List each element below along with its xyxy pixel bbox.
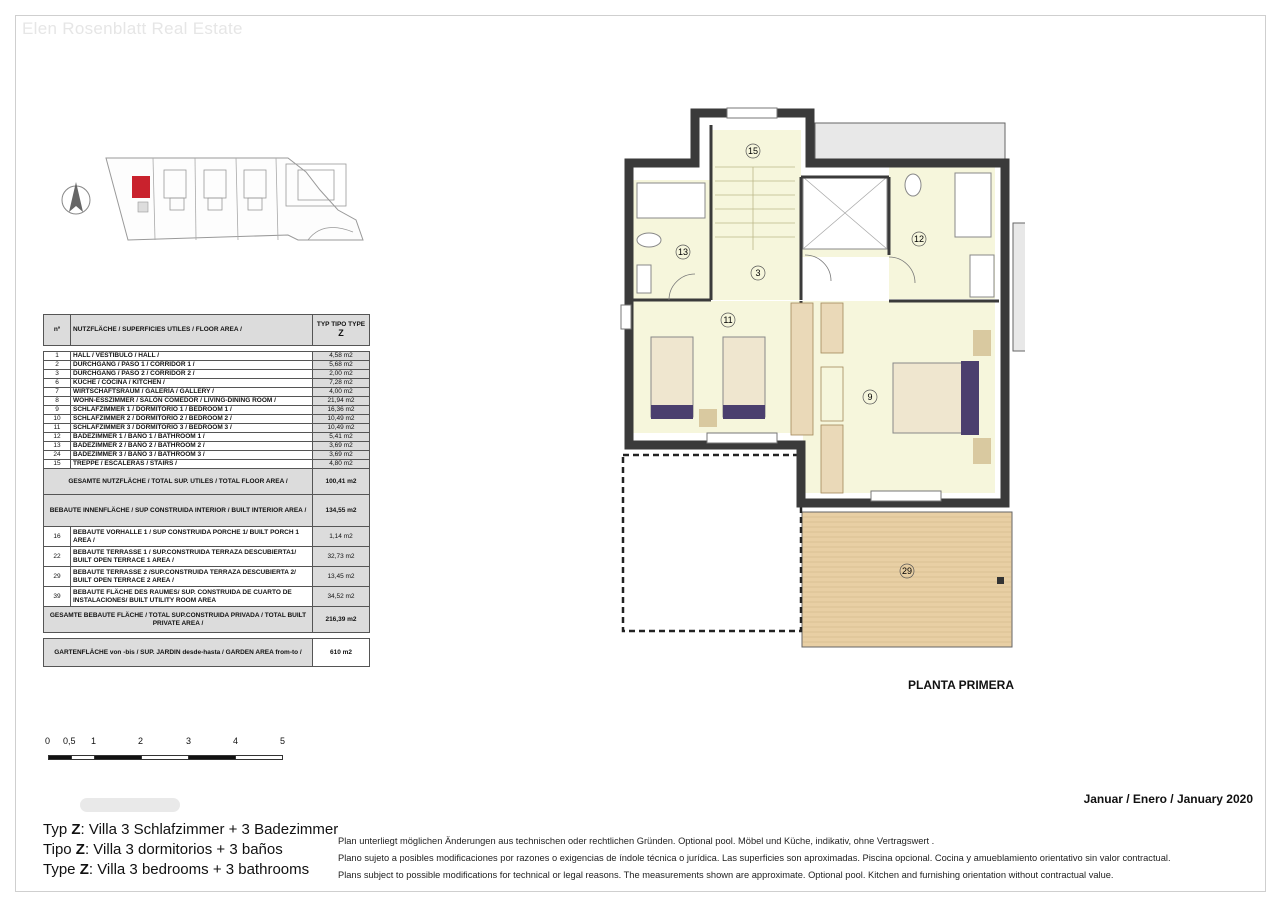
row-number: 1: [44, 352, 71, 361]
scale-segment: [71, 755, 95, 760]
table-row: [44, 388, 370, 397]
table-header: [44, 315, 370, 346]
watermark: Elen Rosenblatt Real Estate: [22, 19, 243, 38]
room-label-9: 9: [867, 392, 873, 402]
row-label: HALL / VESTIBULO / HALL /: [71, 352, 313, 361]
room-label-15: 15: [747, 146, 759, 156]
site-location-plan: [58, 150, 378, 250]
row-number: 29: [44, 567, 71, 587]
row-label: BEBAUTE VORHALLE 1 / SUP CONSTRUIDA PORCHE 1/ BUILT PORCH 1 AREA /: [71, 527, 313, 547]
type-line-en: Type Z: Villa 3 bedrooms + 3 bathrooms: [43, 861, 310, 878]
row-value: 32,73 m2: [313, 547, 370, 567]
header-type: [313, 315, 370, 346]
row-value: 16,36 m2: [313, 406, 370, 415]
scale-bar: [45, 736, 290, 772]
floor-plan: [615, 105, 1025, 650]
row-value: 34,52 m2: [313, 587, 370, 607]
row-value: 5,68 m2: [313, 361, 370, 370]
table-row: [44, 433, 370, 442]
type-line-es: Tipo Z: Villa 3 dormitorios + 3 baños: [43, 841, 283, 858]
scale-segment: [94, 755, 142, 760]
table-row: [44, 379, 370, 388]
pergola-outline: [623, 455, 801, 631]
table-row: [44, 587, 370, 607]
scale-segment: [235, 755, 283, 760]
garden-row: [44, 639, 370, 667]
row-label: SCHLAFZIMMER 2 / DORMITORIO 2 / BEDROOM 2 /: [71, 415, 313, 424]
table-row: [44, 547, 370, 567]
row-value: 3,69 m2: [313, 451, 370, 460]
type-description: [43, 820, 338, 880]
row-number: 7: [44, 388, 71, 397]
row-value: 4,58 m2: [313, 352, 370, 361]
header-number: nº: [44, 315, 71, 346]
total-floor-value: 100,41 m2: [313, 469, 370, 495]
row-label: KÜCHE / COCINA / KITCHEN /: [71, 379, 313, 388]
row-label: SCHLAFZIMMER 1 / DORMITORIO 1 / BEDROOM 1 /: [71, 406, 313, 415]
scale-tick-05: 0,5: [63, 736, 76, 746]
note-de: Plan unterliegt möglichen Änderungen aus technischen oder rechtlichen Gründen. Optional pool. Möbel und Küche, indikativ, ohne Vertragswert .: [338, 836, 935, 846]
row-label: BADEZIMMER 2 / BAÑO 2 / BATHROOM 2 /: [71, 442, 313, 451]
table-row: [44, 460, 370, 469]
header-type-letter: Z: [338, 328, 344, 338]
built-interior-row: [44, 495, 370, 527]
table-row: [44, 397, 370, 406]
total-built-row: [44, 607, 370, 633]
row-label: BADEZIMMER 3 / BAÑO 3 / BATHROOM 3 /: [71, 451, 313, 460]
total-floor-label: GESAMTE NUTZFLÄCHE / TOTAL SUP. UTILES / TOTAL FLOOR AREA /: [44, 469, 313, 495]
row-number: 6: [44, 379, 71, 388]
type-line-de: Typ Z: Villa 3 Schlafzimmer + 3 Badezimmer: [43, 821, 339, 838]
row-label: DURCHGANG / PASO 2 / CORRIDOR 2 /: [71, 370, 313, 379]
plan-date: Januar / Enero / January 2020: [1083, 792, 1253, 806]
note-es: Plano sujeto a posibles modificaciones por razones o exigencias de índole técnica o jurídica. Las superficies son aproximadas. Piscina opcional. Cocina y amueblamiento orientativo sin valor contractual.: [338, 853, 1171, 863]
row-value: 4,00 m2: [313, 388, 370, 397]
header-type-label: TYP TIPO TYPE: [316, 321, 366, 328]
garden-label: GARTENFLÄCHE von -bis / SUP. JARDIN desde-hasta / GARDEN AREA from-to /: [44, 639, 313, 667]
row-label: WOHN-ESSZIMMER / SALÓN COMEDOR / LIVING-DINING ROOM /: [71, 397, 313, 406]
table-row: [44, 361, 370, 370]
table-row: [44, 415, 370, 424]
row-number: 10: [44, 415, 71, 424]
row-label: SCHLAFZIMMER 3 / DORMITORIO 3 / BEDROOM 3 /: [71, 424, 313, 433]
row-value: 2,00 m2: [313, 370, 370, 379]
row-number: 8: [44, 397, 71, 406]
header-label: NUTZFLÄCHE / SUPERFICIES UTILES / FLOOR AREA /: [71, 315, 313, 346]
row-label: BADEZIMMER 1 / BAÑO 1 / BATHROOM 1 /: [71, 433, 313, 442]
table-row: [44, 352, 370, 361]
row-value: 3,69 m2: [313, 442, 370, 451]
row-value: 4,80 m2: [313, 460, 370, 469]
total-built-value: 216,39 m2: [313, 607, 370, 633]
row-label: DURCHGANG / PASO 1 / CORRIDOR 1 /: [71, 361, 313, 370]
table-row: [44, 442, 370, 451]
scale-tick-0: 0: [45, 736, 51, 746]
room-label-29: 29: [901, 566, 913, 576]
blurred-logo: [80, 798, 180, 812]
table-row: [44, 527, 370, 547]
built-rows: [44, 527, 370, 607]
note-en: Plans subject to possible modifications for technical or legal reasons. The measurements shown are approximate. Optional pool. Kitchen and furnishing orientation without contractual value.: [338, 870, 1114, 880]
table-row: [44, 406, 370, 415]
side-balcony: [1013, 223, 1025, 351]
roof-terrace-top: [815, 123, 1005, 161]
room-rows: [44, 352, 370, 469]
scale-segment: [141, 755, 189, 760]
row-number: 13: [44, 442, 71, 451]
row-number: 3: [44, 370, 71, 379]
row-number: 2: [44, 361, 71, 370]
scale-tick-1: 1: [91, 736, 97, 746]
scale-segment: [48, 755, 72, 760]
row-value: 13,45 m2: [313, 567, 370, 587]
room-label-3: 3: [755, 268, 761, 278]
built-interior-label: BEBAUTE INNENFLÄCHE / SUP CONSTRUIDA INTERIOR / BUILT INTERIOR AREA /: [44, 495, 313, 527]
room-label-13: 13: [677, 247, 689, 257]
row-number: 24: [44, 451, 71, 460]
disclaimer-notes: [338, 833, 1171, 884]
row-label: BEBAUTE FLÄCHE DES RAUMES/ SUP. CONSTRUIDA DE CUARTO DE INSTALACIONES/ BUILT UTILITY ROOM AREA: [71, 587, 313, 607]
row-value: 5,41 m2: [313, 433, 370, 442]
row-number: 16: [44, 527, 71, 547]
row-number: 11: [44, 424, 71, 433]
row-number: 9: [44, 406, 71, 415]
scale-tick-5: 5: [280, 736, 286, 746]
scale-segment: [188, 755, 236, 760]
scale-tick-4: 4: [233, 736, 239, 746]
row-number: 39: [44, 587, 71, 607]
table-row: [44, 370, 370, 379]
scale-tick-2: 2: [138, 736, 144, 746]
garden-value: 610 m2: [313, 639, 370, 667]
built-interior-value: 134,55 m2: [313, 495, 370, 527]
room-label-12: 12: [913, 234, 925, 244]
row-label: WIRTSCHAFTSRAUM / GALERÍA / GALLERY /: [71, 388, 313, 397]
row-value: 10,49 m2: [313, 415, 370, 424]
room-label-11: 11: [723, 315, 733, 325]
row-value: 1,14 m2: [313, 527, 370, 547]
row-label: BEBAUTE TERRASSE 1 / SUP.CONSTRUIDA TERRAZA DESCUBIERTA1/ BUILT OPEN TERRACE 1 AREA /: [71, 547, 313, 567]
table-row: [44, 451, 370, 460]
row-label: TREPPE / ESCALERAS / STAIRS /: [71, 460, 313, 469]
row-value: 10,49 m2: [313, 424, 370, 433]
north-arrow-icon: [62, 182, 90, 214]
total-built-label: GESAMTE BEBAUTE FLÄCHE / TOTAL SUP.CONSTRUIDA PRIVADA / TOTAL BUILT PRIVATE AREA /: [44, 607, 313, 633]
table-row: [44, 424, 370, 433]
row-number: 22: [44, 547, 71, 567]
highlighted-plot: [132, 176, 150, 198]
table-row: [44, 567, 370, 587]
row-number: 15: [44, 460, 71, 469]
floor-title: PLANTA PRIMERA: [908, 678, 1014, 692]
row-value: 7,28 m2: [313, 379, 370, 388]
drain-icon: [997, 577, 1004, 584]
area-table: [43, 314, 370, 667]
row-number: 12: [44, 433, 71, 442]
total-floor-row: [44, 469, 370, 495]
row-value: 21,94 m2: [313, 397, 370, 406]
row-label: BEBAUTE TERRASSE 2 /SUP.CONSTRUIDA TERRAZA DESCUBIERTA 2/ BUILT OPEN TERRACE 2 AREA /: [71, 567, 313, 587]
scale-tick-3: 3: [186, 736, 192, 746]
